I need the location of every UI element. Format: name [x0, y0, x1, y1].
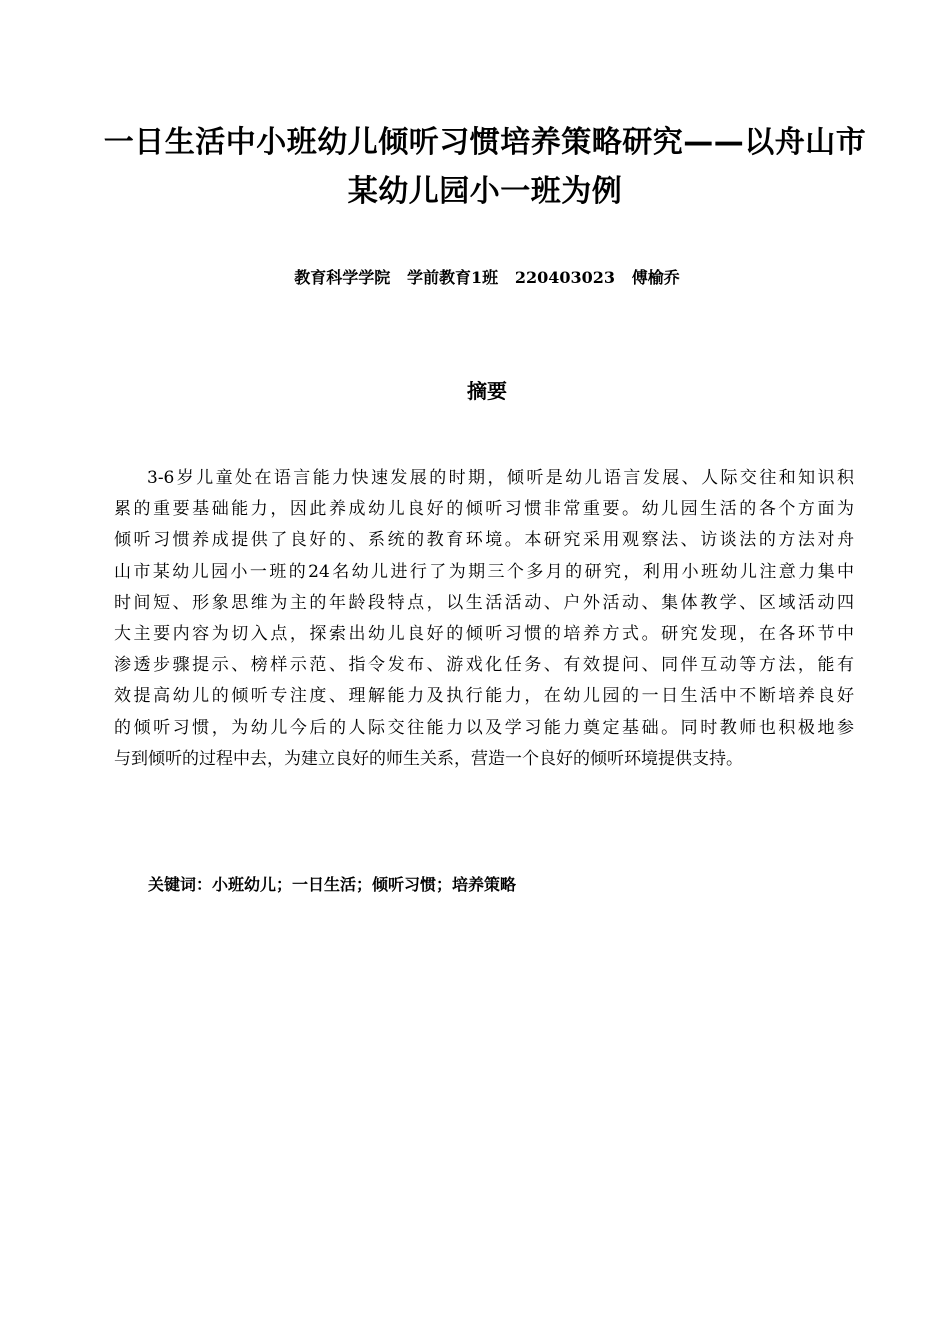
keywords: 关键词：小班幼儿；一日生活；倾听习惯；培养策略 [148, 875, 517, 894]
paper-title-line-1: 一日生活中小班幼儿倾听习惯培养策略研究——以舟山市 [103, 125, 867, 160]
abstract-heading: 摘要 [467, 379, 507, 403]
abstract-line: 倾听习惯养成提供了良好的、系统的教育环境。本研究采用观察法、访谈法的方法对舟 [114, 530, 854, 551]
abstract-line: 山市某幼儿园小一班的24名幼儿进行了为期三个多月的研究，利用小班幼儿注意力集中 [114, 561, 854, 582]
abstract-body [114, 463, 854, 775]
abstract-line: 与到倾听的过程中去，为建立良好的师生关系，营造一个良好的倾听环境提供支持。 [114, 748, 743, 769]
paper-title [90, 118, 880, 216]
paper-title-line-2: 某幼儿园小一班为例 [347, 174, 623, 209]
author-byline: 教育科学学院 学前教育1班 220403023 傅榆乔 [294, 268, 680, 287]
abstract-line: 时间短、形象思维为主的年龄段特点，以生活活动、户外活动、集体教学、区域活动四 [114, 592, 854, 613]
abstract-line: 的倾听习惯，为幼儿今后的人际交往能力以及学习能力奠定基础。同时教师也积极地参 [114, 717, 854, 738]
abstract-line: 效提高幼儿的倾听专注度、理解能力及执行能力，在幼儿园的一日生活中不断培养良好 [114, 686, 854, 707]
abstract-line: 渗透步骤提示、榜样示范、指令发布、游戏化任务、有效提问、同伴互动等方法，能有 [114, 655, 854, 676]
abstract-line: 大主要内容为切入点，探索出幼儿良好的倾听习惯的培养方式。研究发现，在各环节中 [114, 623, 854, 644]
abstract-line: 累的重要基础能力，因此养成幼儿良好的倾听习惯非常重要。幼儿园生活的各个方面为 [114, 499, 854, 520]
abstract-line: 3-6岁儿童处在语言能力快速发展的时期，倾听是幼儿语言发展、人际交往和知识积 [147, 468, 854, 488]
